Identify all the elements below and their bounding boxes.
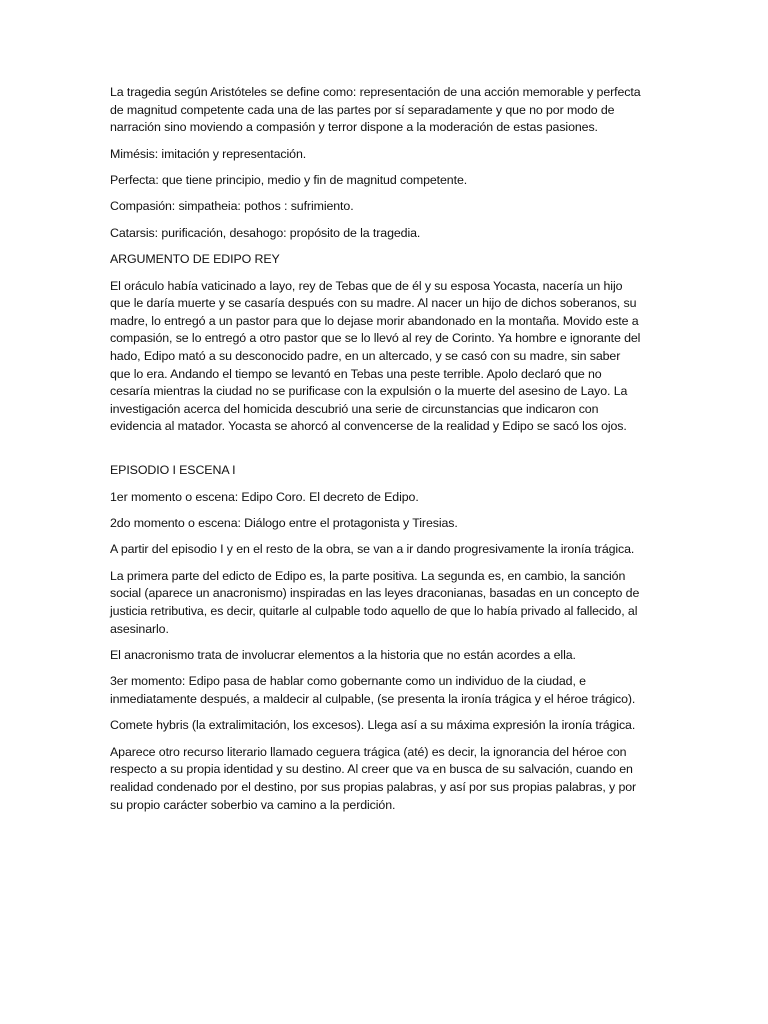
catarsis-line: Catarsis: purificación, desahogo: propósito de la tragedia. — [110, 225, 421, 240]
mimesis-line: Mimésis: imitación y representación. — [110, 146, 307, 161]
argumento-heading: ARGUMENTO DE EDIPO REY — [110, 252, 280, 267]
ironia-paragraph: A partir del episodio I y en el resto de la obra, se van a ir dando progresivamente la ironía trágica. — [110, 542, 635, 557]
momento-2-line: 2do momento o escena: Diálogo entre el protagonista y Tiresias. — [110, 516, 458, 531]
ceguera-paragraph: Aparece otro recurso literario llamado ceguera trágica (até) es decir, la ignorancia del héroe con respecto a su propia identidad y su destino. Al creer que va en busca de su salvación, cuando en realidad condenado por el destino, por sus propias palabras, y así por sus propias palabras, y por su propio carácter soberbio va camino a la perdición. — [110, 744, 637, 812]
hybris-paragraph: Comete hybris (la extralimitación, los excesos). Llega así a su máxima expresión la ironía trágica. — [110, 718, 636, 733]
definition-paragraph: La tragedia según Aristóteles se define como: representación de una acción memorable y perfecta de magnitud competente cada una de las partes por sí separadamente y que no por modo de narración sino moviendo a compasión y terror dispone a la moderación de estas pasiones. — [110, 85, 641, 135]
compasion-line: Compasión: simpatheia: pothos : sufrimiento. — [110, 199, 354, 214]
perfecta-line: Perfecta: que tiene principio, medio y fin de magnitud competente. — [110, 172, 468, 187]
argumento-paragraph: El oráculo había vaticinado a layo, rey de Tebas que de él y su esposa Yocasta, nacería un hijo que le daría muerte y se casaría después con su madre. Al nacer un hijo de dichos soberanos, su madre, lo entregó a un pastor para que lo dejase morir abandonado en la montaña. Movido este a compasión, se lo entregó a otro pastor que se lo llevó al rey de Corinto. Ya hombre e ignorante del hado, Edipo mató a su desconocido padre, en un altercado, y se casó con su madre, sin saber que lo era. Andando el tiempo se levantó en Tebas una peste terrible. Apolo declaró que no cesaría mientras la ciudad no se purificase con la expulsión o la muerte del asesino de Layo. La investigación acerca del homicida descubrió una serie de circunstancias que indicaron con evidencia al matador. Yocasta se ahorcó al convencerse de la realidad y Edipo se sacó los ojos. — [110, 278, 641, 434]
momento-1-line: 1er momento o escena: Edipo Coro. El decreto de Edipo. — [110, 489, 419, 504]
anacronismo-line: El anacronismo trata de involucrar elementos a la historia que no están acordes a ella. — [110, 648, 576, 662]
episodio-heading: EPISODIO I ESCENA I — [110, 463, 236, 478]
document-page — [110, 84, 642, 823]
momento-3-paragraph: 3er momento: Edipo pasa de hablar como gobernante como un individuo de la ciudad, e inmediatamente después, a maldecir al culpable, (se presenta la ironía trágica y el héroe trágico). — [110, 674, 636, 706]
edicto-paragraph: La primera parte del edicto de Edipo es, la parte positiva. La segunda es, en cambio, la sanción social (aparece un anacronismo) inspiradas en las leyes draconianas, basadas en un concepto de justicia retributiva, es decir, quitarle al culpable todo aquello de que lo había privado al fallecido, al asesinarlo. — [110, 568, 640, 636]
